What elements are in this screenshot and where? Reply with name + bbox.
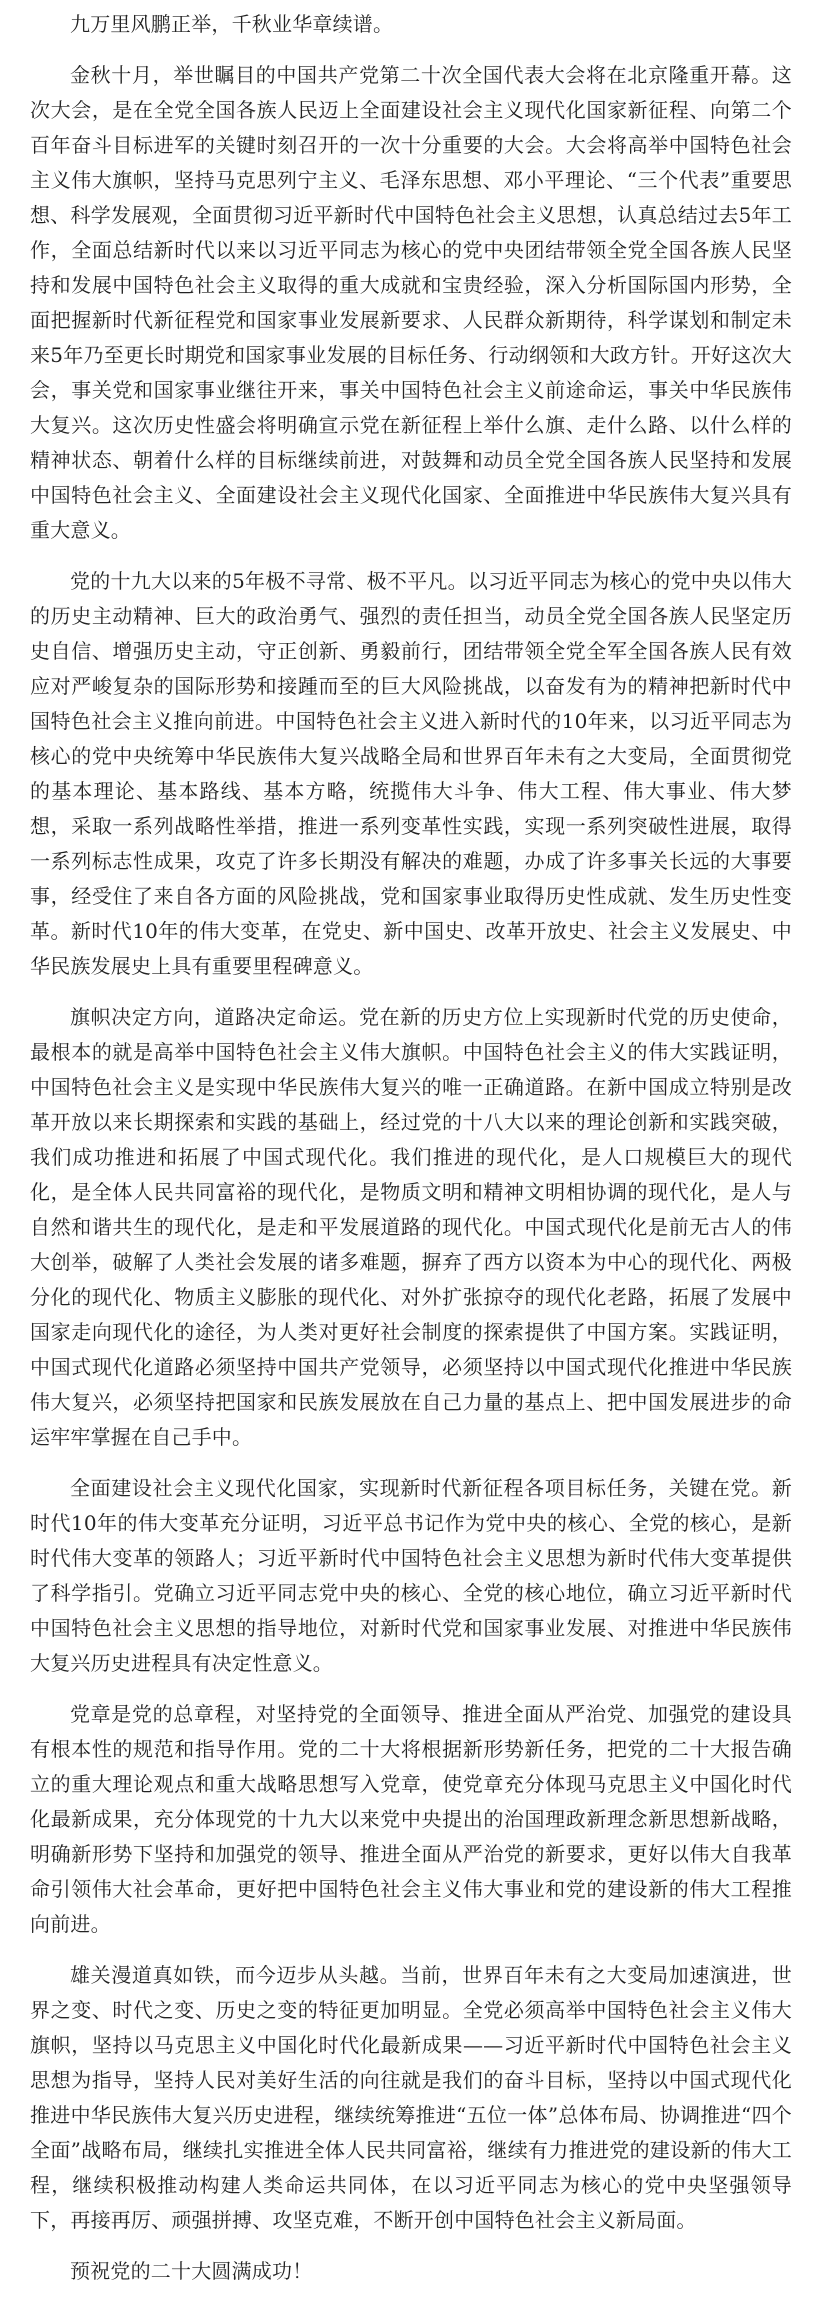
paragraph-opening: 九万里风鹏正举，千秋业华章续谱。 xyxy=(70,12,394,36)
paragraph-new-journey: 雄关漫道真如铁，而今迈步从头越。当前，世界百年未有之大变局加速演进，世界之变、时代之变、历史之变的特征更加明显。全党必须高举中国特色社会主义伟大旗帜，坚持以马克思主义中国化时代化最新成果——习近平新时代中国特色社会主义思想为指导，坚持人民对美好生活的向往就是我们的奋斗目标，坚持以中国式现代化推进中华民族伟大复兴历史进程，继续统筹推进“五位一体”总体布局、协调推进“四个全面”战略布局，继续扎实推进全体人民共同富裕，继续有力推进党的建设新的伟大工程，继续积极推动构建人类命运共同体，在以习近平同志为核心的党中央坚强领导下，再接再厉、顽强拼搏、攻坚克难，不断开创中国特色社会主义新局面。 xyxy=(30,1963,792,2232)
paragraph-five-years: 党的十九大以来的5年极不寻常、极不平凡。以习近平同志为核心的党中央以伟大的历史主动精神、巨大的政治勇气、强烈的责任担当，动员全党全国各族人民坚定历史自信、增强历史主动，守正创新、勇毅前行，团结带领全党全军全国各族人民有效应对严峻复杂的国际形势和接踵而至的巨大风险挑战，以奋发有为的精神把新时代中国特色社会主义推向前进。中国特色社会主义进入新时代的10年来，以习近平同志为核心的党中央统筹中华民族伟大复兴战略全局和世界百年未有之大变局，全面贯彻党的基本理论、基本路线、基本方略，统揽伟大斗争、伟大工程、伟大事业、伟大梦想，采取一系列战略性举措，推进一系列变革性实践，实现一系列突破性进展，取得一系列标志性成果，攻克了许多长期没有解决的难题，办成了许多事关长远的大事要事，经受住了来自各方面的风险挑战，党和国家事业取得历史性成就、发生历史性变革。新时代10年的伟大变革，在党史、新中国史、改革开放史、社会主义发展史、中华民族发展史上具有重要里程碑意义。 xyxy=(30,569,792,978)
paragraph-party-constitution: 党章是党的总章程，对坚持党的全面领导、推进全面从严治党、加强党的建设具有根本性的规范和指导作用。党的二十大将根据新形势新任务，把党的二十大报告确立的重大理论观点和重大战略思想写入党章，使党章充分体现马克思主义中国化时代化最新成果，充分体现党的十九大以来党中央提出的治国理政新理念新思想新战略，明确新形势下坚持和加强党的领导、推进全面从严治党的新要求，更好以伟大自我革命引领伟大社会革命，更好把中国特色社会主义伟大事业和党的建设新的伟大工程推向前进。 xyxy=(30,1702,792,1936)
paragraph-key-in-party: 全面建设社会主义现代化国家，实现新时代新征程各项目标任务，关键在党。新时代10年的伟大变革充分证明，习近平总书记作为党中央的核心、全党的核心，是新时代伟大变革的领路人；习近平新时代中国特色社会主义思想为新时代伟大变革提供了科学指引。党确立习近平同志党中央的核心、全党的核心地位，确立习近平新时代中国特色社会主义思想的指导地位，对新时代党和国家事业发展、对推进中华民族伟大复兴历史进程具有决定性意义。 xyxy=(30,1476,792,1675)
paragraph-congress-overview: 金秋十月，举世瞩目的中国共产党第二十次全国代表大会将在北京隆重开幕。这次大会，是在全党全国各族人民迈上全面建设社会主义现代化国家新征程、向第二个百年奋斗目标进军的关键时刻召开的一次十分重要的大会。大会将高举中国特色社会主义伟大旗帜，坚持马克思列宁主义、毛泽东思想、邓小平理论、“三个代表”重要思想、科学发展观，全面贯彻习近平新时代中国特色社会主义思想，认真总结过去5年工作，全面总结新时代以来以习近平同志为核心的党中央团结带领全党全国各族人民坚持和发展中国特色社会主义取得的重大成就和宝贵经验，深入分析国际国内形势，全面把握新时代新征程党和国家事业发展新要求、人民群众新期待，科学谋划和制定未来5年乃至更长时期党和国家事业发展的目标任务、行动纲领和大政方针。开好这次大会，事关党和国家事业继往开来，事关中国特色社会主义前途命运，事关中华民族伟大复兴。这次历史性盛会将明确宣示党在新征程上举什么旗、走什么路、以什么样的精神状态、朝着什么样的目标继续前进，对鼓舞和动员全党全国各族人民坚持和发展中国特色社会主义、全面建设社会主义现代化国家、全面推进中华民族伟大复兴具有重大意义。 xyxy=(30,63,792,542)
paragraph-flag-and-road: 旗帜决定方向，道路决定命运。党在新的历史方位上实现新时代党的历史使命，最根本的就是高举中国特色社会主义伟大旗帜。中国特色社会主义的伟大实践证明，中国特色社会主义是实现中华民族伟大复兴的唯一正确道路。在新中国成立特别是改革开放以来长期探索和实践的基础上，经过党的十八大以来的理论创新和实践突破，我们成功推进和拓展了中国式现代化。我们推进的现代化，是人口规模巨大的现代化，是全体人民共同富裕的现代化，是物质文明和精神文明相协调的现代化，是人与自然和谐共生的现代化，是走和平发展道路的现代化。中国式现代化是前无古人的伟大创举，破解了人类社会发展的诸多难题，摒弃了西方以资本为中心的现代化、两极分化的现代化、物质主义膨胀的现代化、对外扩张掠夺的现代化老路，拓展了发展中国家走向现代化的途径，为人类对更好社会制度的探索提供了中国方案。实践证明，中国式现代化道路必须坚持中国共产党领导，必须坚持以中国式现代化推进中华民族伟大复兴，必须坚持把国家和民族发展放在自己力量的基点上、把中国发展进步的命运牢牢掌握在自己手中。 xyxy=(30,1005,792,1449)
paragraph-closing: 预祝党的二十大圆满成功！ xyxy=(70,2259,313,2283)
